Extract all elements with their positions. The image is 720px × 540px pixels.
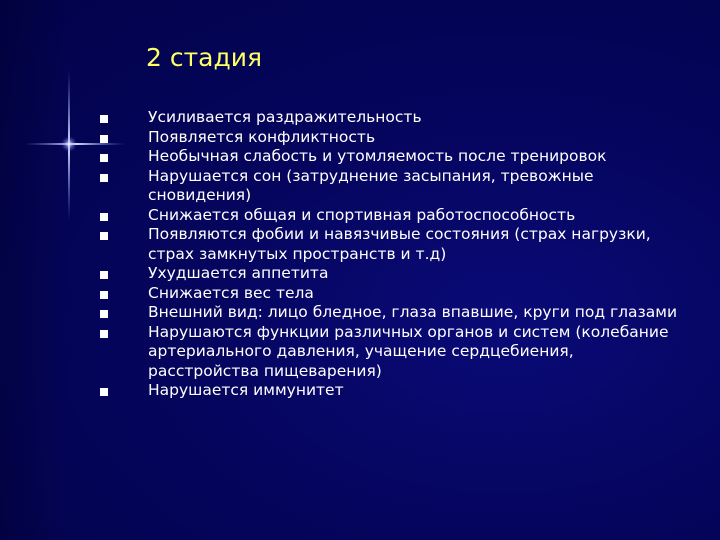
bullet-item — [0, 225, 680, 264]
bullet-item — [0, 206, 680, 226]
bullet-text: Снижается вес тела — [148, 283, 314, 302]
square-bullet-icon — [100, 154, 108, 162]
square-bullet-icon — [100, 271, 108, 279]
bullet-item — [0, 147, 680, 167]
square-bullet-icon — [100, 115, 108, 123]
square-bullet-icon — [100, 291, 108, 299]
bullet-item — [0, 323, 680, 382]
bullet-item — [0, 303, 680, 323]
bullet-text: Усиливается раздражительность — [148, 108, 422, 126]
bullet-text: Необычная слабость и утомляемость после тренировок — [148, 147, 607, 165]
square-bullet-icon — [100, 135, 108, 143]
square-bullet-icon — [100, 388, 108, 396]
bullet-list — [0, 108, 720, 401]
slide-title: 2 стадия — [146, 43, 263, 72]
square-bullet-icon — [100, 330, 108, 338]
square-bullet-icon — [100, 174, 108, 182]
bullet-text: Внешний вид: лицо бледное, глаза впавшие, круги под глазами — [148, 303, 678, 321]
bullet-text: Ухудшается аппетита — [148, 264, 329, 282]
bullet-text: Появляется конфликтность — [148, 127, 376, 146]
bullet-text: Нарушается иммунитет — [148, 381, 344, 399]
bullet-text: Появляются фобии и навязчивые состояния (страх нагрузки, страх замкнутых пространств и т.д) — [148, 225, 651, 263]
bullet-item — [0, 264, 680, 284]
bullet-text: Нарушается сон (затруднение засыпания, тревожные сновидения) — [148, 166, 594, 204]
square-bullet-icon — [100, 232, 108, 240]
bullet-item — [0, 284, 680, 304]
square-bullet-icon — [100, 213, 108, 221]
bullet-item — [0, 128, 680, 148]
square-bullet-icon — [100, 310, 108, 318]
bullet-item — [0, 108, 680, 128]
bullet-item — [0, 167, 680, 206]
bullet-text: Снижается общая и спортивная работоспособность — [148, 205, 576, 224]
bullet-text: Нарушаются функции различных органов и систем (колебание артериального давления, учащение сердцебиения, расстройства пищеварения) — [148, 322, 669, 380]
bullet-item — [0, 381, 680, 401]
